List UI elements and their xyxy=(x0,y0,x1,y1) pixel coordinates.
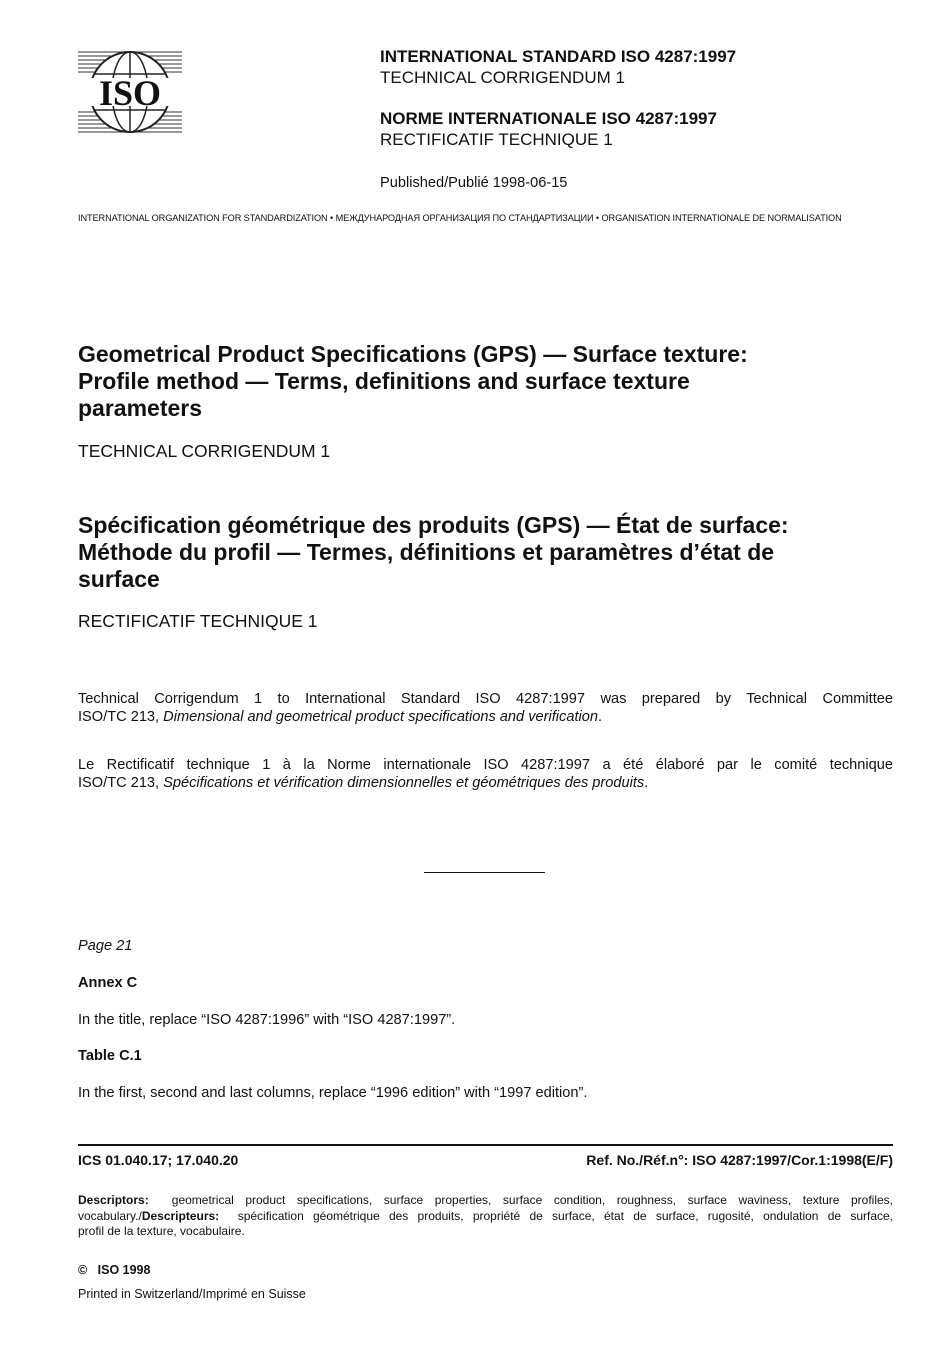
table-heading: Table C.1 xyxy=(78,1048,142,1064)
title-en-line: Profile method — Terms, definitions and surface texture xyxy=(78,368,690,394)
title-en xyxy=(78,341,893,422)
corrigendum-label-en: TECHNICAL CORRIGENDUM 1 xyxy=(380,68,625,87)
ics-codes: ICS 01.040.17; 17.040.20 xyxy=(78,1152,239,1168)
paragraph-line xyxy=(78,708,893,726)
intro-paragraph-en xyxy=(78,690,893,726)
copyright-icon: © xyxy=(78,1263,88,1277)
descriptors-text: profil de la texture, vocabulaire. xyxy=(78,1224,245,1238)
annex-correction-text: In the title, replace “ISO 4287:1996” with “ISO 4287:1997”. xyxy=(78,1012,456,1028)
corrigendum-label-fr: RECTIFICATIF TECHNIQUE 1 xyxy=(380,130,613,149)
title-fr-line: Méthode du profil — Termes, définitions et paramètres d’état de xyxy=(78,539,775,565)
standard-title-en: INTERNATIONAL STANDARD ISO 4287:1997 xyxy=(380,47,737,66)
paragraph-text: . xyxy=(644,775,649,791)
subtitle-en: TECHNICAL CORRIGENDUM 1 xyxy=(78,441,331,461)
title-fr-line: surface xyxy=(78,566,160,592)
organization-line: INTERNATIONAL ORGANIZATION FOR STANDARDIZATION • МЕЖДУНАРОДНАЯ ОРГАНИЗАЦИЯ ПО СТАНДАРТИЗАЦИИ • ORGANISATION INTERNATIONALE DE NORMALISATION xyxy=(78,213,842,223)
descriptors-line xyxy=(78,1209,893,1225)
paragraph-line xyxy=(78,774,893,792)
copyright xyxy=(78,1263,150,1277)
paragraph-line: Technical Corrigendum 1 to International Standard ISO 4287:1997 was prepared by Technical Committee xyxy=(78,691,893,707)
separator-line xyxy=(424,872,545,873)
paragraph-text: ISO/TC 213, xyxy=(78,775,164,791)
descriptors-label-en: Descriptors: xyxy=(78,1193,149,1207)
table-correction-text: In the first, second and last columns, replace “1996 edition” with “1997 edition”. xyxy=(78,1085,588,1101)
title-en-line: parameters xyxy=(78,395,203,421)
footer-rule xyxy=(78,1144,893,1146)
descriptors-text: geometrical product specifications, surface properties, surface condition, roughness, surface waviness, texture profiles, xyxy=(171,1193,893,1207)
title-fr xyxy=(78,512,893,593)
iso-logo-text: ISO xyxy=(98,73,162,113)
iso-logo xyxy=(78,48,182,136)
title-fr-line: Spécification géométrique des produits (GPS) — État de surface: xyxy=(78,512,789,538)
reference-number: Ref. No./Réf.n°: ISO 4287:1997/Cor.1:1998(E/F) xyxy=(586,1152,893,1168)
annex-heading: Annex C xyxy=(78,975,138,991)
committee-title-fr: Spécifications et vérification dimensionnelles et géométriques des produits xyxy=(163,775,645,791)
paragraph-text: ISO/TC 213, xyxy=(78,709,164,725)
descriptors xyxy=(78,1193,893,1240)
intro-paragraph-fr xyxy=(78,756,893,792)
copyright-text: ISO 1998 xyxy=(97,1263,151,1277)
published-date: Published/Publié 1998-06-15 xyxy=(380,175,568,191)
footer-reference-row xyxy=(78,1152,893,1168)
descriptors-line xyxy=(78,1193,893,1209)
subtitle-fr: RECTIFICATIF TECHNIQUE 1 xyxy=(78,611,318,631)
descriptors-label-fr: Descripteurs: xyxy=(141,1208,220,1223)
descriptors-text: spécification géométrique des produits, propriété de surface, état de surface, rugosité, ondulation de surface, xyxy=(237,1208,894,1223)
page-reference: Page 21 xyxy=(78,938,133,954)
title-en-line: Geometrical Product Specifications (GPS) — Surface texture: xyxy=(78,341,748,367)
paragraph-line: Le Rectificatif technique 1 à la Norme internationale ISO 4287:1997 a été élaboré par le comité technique xyxy=(78,757,893,773)
printed-in: Printed in Switzerland/Imprimé en Suisse xyxy=(78,1287,306,1301)
standard-title-fr: NORME INTERNATIONALE ISO 4287:1997 xyxy=(380,109,717,128)
descriptors-text: vocabulary./ xyxy=(78,1208,142,1223)
paragraph-text: . xyxy=(597,709,603,725)
committee-title-en: Dimensional and geometrical product specifications and verification xyxy=(163,709,598,725)
